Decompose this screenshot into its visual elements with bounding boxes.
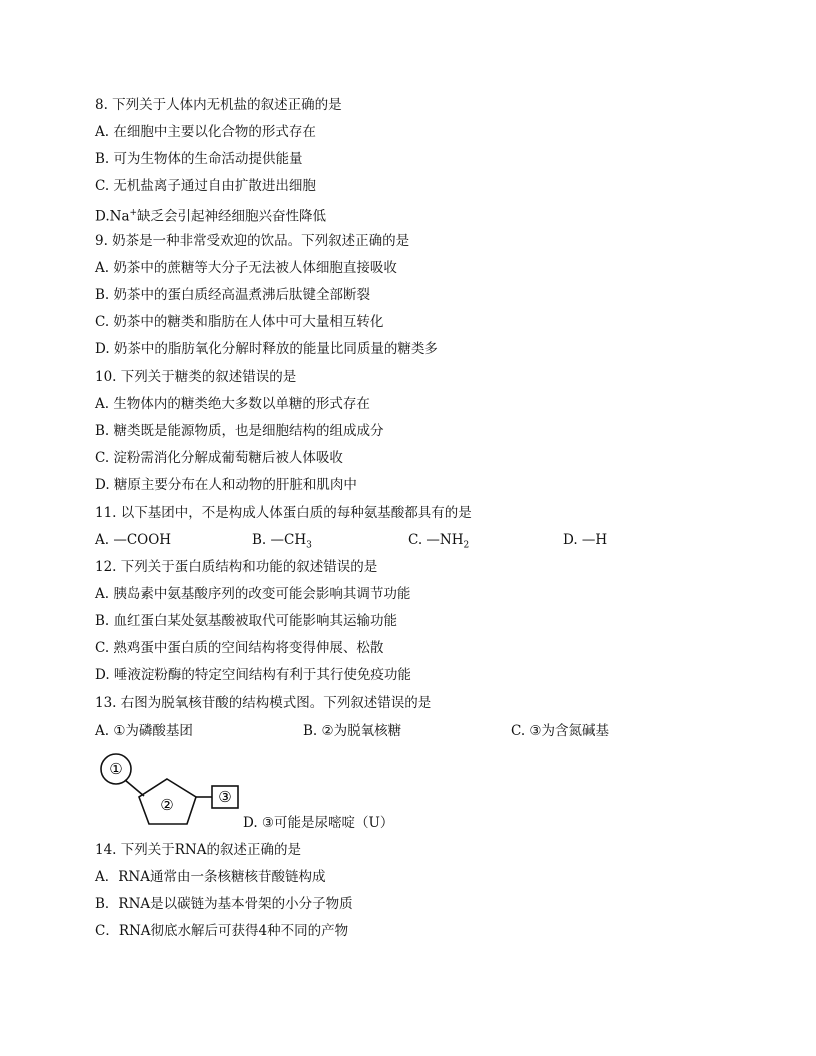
q10-option-c: C. 淀粉需消化分解成葡萄糖后被人体吸收 [95,450,343,466]
bond-phosphate-sugar [125,780,144,796]
q12-stem: 12. 下列关于蛋白质结构和功能的叙述错误的是 [95,559,378,575]
q14-option-b: B．RNA是以碳链为基本骨架的小分子物质 [95,896,353,912]
q11-b-sub: 3 [306,540,312,551]
base-label: ③ [218,788,232,806]
q13-option-d: D. ③可能是尿嘧啶（U） [243,815,394,831]
q11-option-d: D. —H [563,532,608,548]
q11-option-b [252,531,312,555]
q9-option-d: D. 奶茶中的脂肪氧化分解时释放的能量比同质量的糖类多 [95,341,438,357]
q10-stem: 10. 下列关于糖类的叙述错误的是 [95,369,297,385]
q12-option-b: B. 血红蛋白某处氨基酸被取代可能影响其运输功能 [95,613,398,629]
q10-option-a: A. 生物体内的糖类绝大多数以单糖的形式存在 [95,396,370,412]
q11-b-pre: B. —CH [252,532,307,548]
q12-option-c: C. 熟鸡蛋中蛋白质的空间结构将变得伸展、松散 [95,640,384,656]
q8-stem: 8. 下列关于人体内无机盐的叙述正确的是 [95,97,342,113]
q8-option-b: B. 可为生物体的生命活动提供能量 [95,151,303,167]
q11-c-pre: C. —NH [408,532,464,548]
q12-option-a: A. 胰岛素中氨基酸序列的改变可能会影响其调节功能 [95,586,411,602]
q14-stem: 14. 下列关于RNA的叙述正确的是 [95,842,301,858]
q14-option-c: C．RNA彻底水解后可获得4种不同的产物 [95,923,349,939]
q11-option-c [408,531,469,555]
q10-option-d: D. 糖原主要分布在人和动物的肝脏和肌肉中 [95,477,357,493]
q13-option-c: C. ③为含氮碱基 [511,723,610,739]
q8-option-d [95,204,326,226]
q9-option-c: C. 奶茶中的糖类和脂肪在人体中可大量相互转化 [95,314,384,330]
nucleotide-diagram [92,752,252,830]
q11-c-sub: 2 [463,540,470,551]
q13-stem: 13. 右图为脱氧核苷酸的结构模式图。下列叙述错误的是 [95,695,432,711]
q8-option-c: C. 无机盐离子通过自由扩散进出细胞 [95,178,316,194]
q11-option-a: A. —COOH [95,532,172,548]
q9-option-a: A. 奶茶中的蔗糖等大分子无法被人体细胞直接吸收 [95,260,397,276]
q13-option-b: B. ②为脱氧核糖 [303,723,402,739]
q9-stem: 9. 奶茶是一种非常受欢迎的饮品。下列叙述正确的是 [95,233,410,249]
q10-option-b: B. 糖类既是能源物质，也是细胞结构的组成成分 [95,423,384,439]
q8-d-sup: + [129,208,138,218]
sugar-label: ② [160,796,174,814]
q8-d-pre: D.Na [95,208,130,225]
q8-d-post: 缺乏会引起神经细胞兴奋性降低 [137,208,327,225]
q12-option-d: D. 唾液淀粉酶的特定空间结构有利于其行使免疫功能 [95,667,411,683]
q8-option-a: A. 在细胞中主要以化合物的形式存在 [95,124,316,140]
q9-option-b: B. 奶茶中的蛋白质经高温煮沸后肽键全部断裂 [95,287,371,303]
q11-stem: 11. 以下基团中，不是构成人体蛋白质的每种氨基酸都具有的是 [95,505,472,521]
phosphate-label: ① [109,760,123,778]
q14-option-a: A．RNA通常由一条核糖核苷酸链构成 [95,869,326,885]
q13-option-a: A. ①为磷酸基团 [95,723,193,739]
